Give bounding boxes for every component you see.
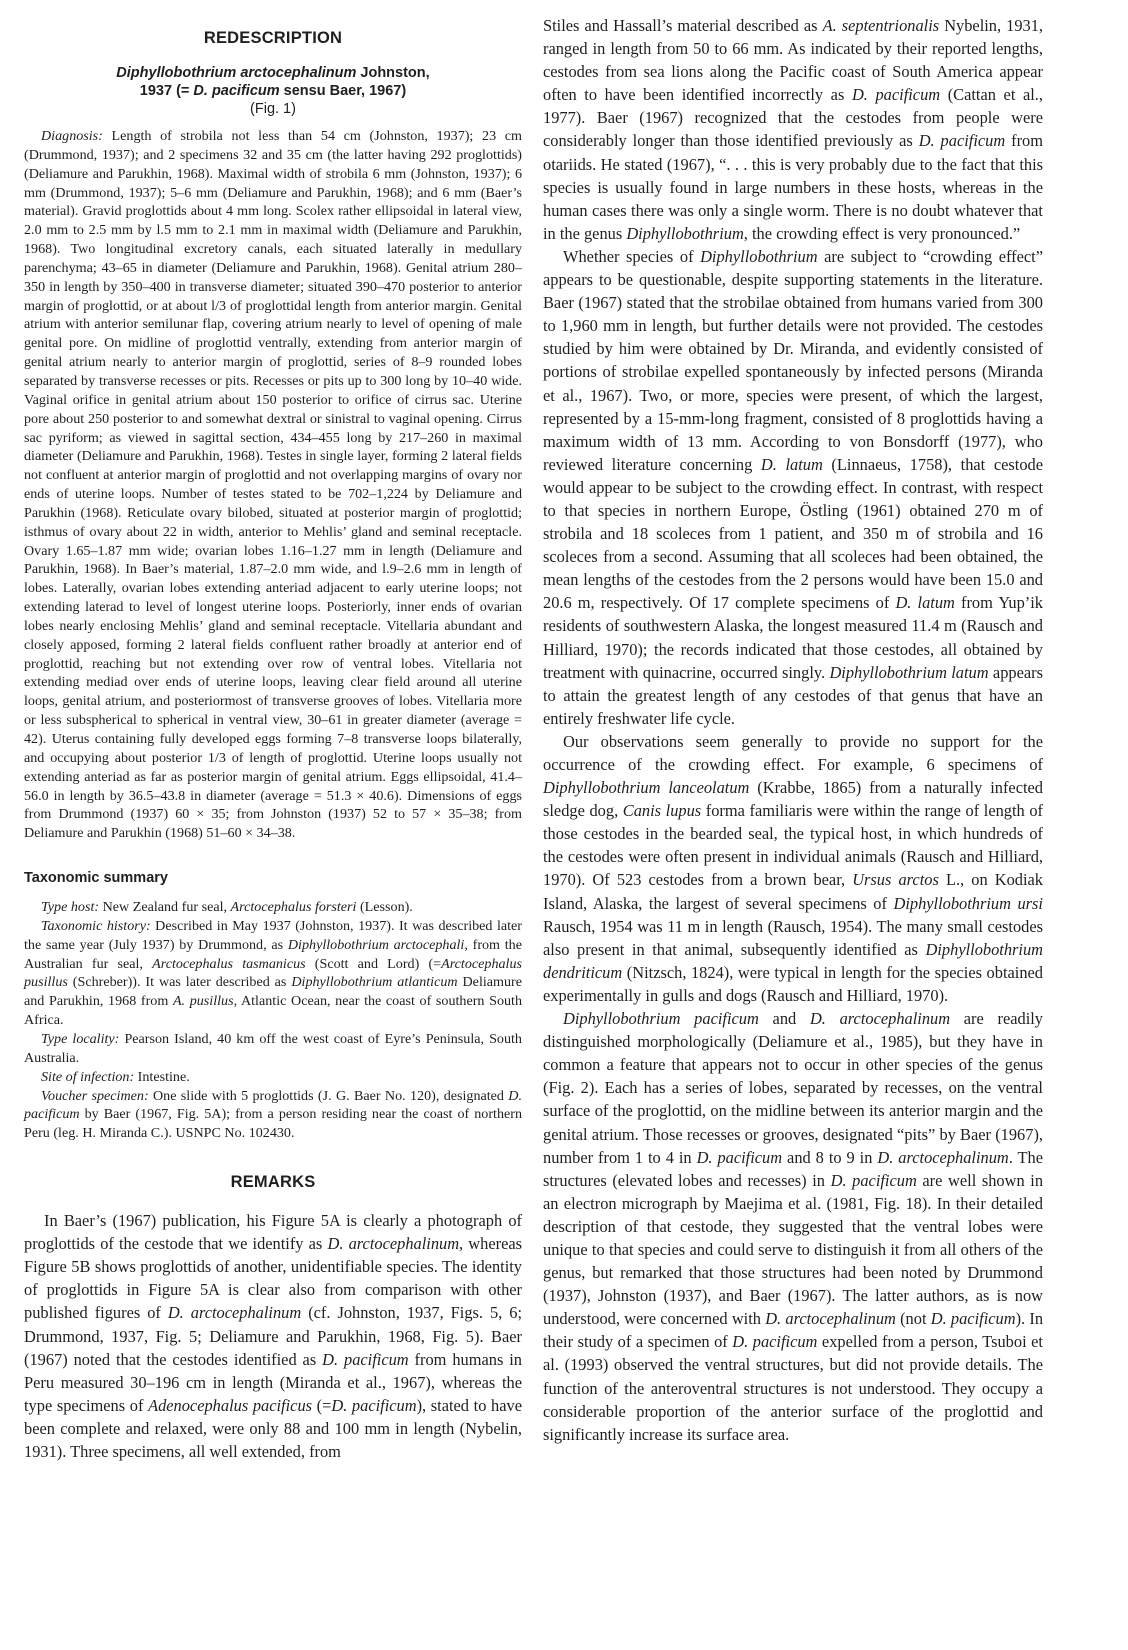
- species-name: Adenocephalus pacificus: [148, 1395, 313, 1415]
- species-name: D. pacificum: [918, 131, 1006, 151]
- species-name: D. arctocephalinum: [877, 1147, 1009, 1167]
- text: (Schreber)). It was later described as: [67, 974, 292, 991]
- synonym-name: D. pacificum: [193, 83, 280, 99]
- species-name: D. arctocephalinum: [327, 1234, 460, 1254]
- text: (Krabbe, 1865) from a naturally infected sledge dog,: [543, 778, 1043, 821]
- text: from humans in Peru measured 30–196 cm in length (Miranda et al., 1967), whereas the type specimens of: [24, 1349, 522, 1415]
- species-name: Diphyllobothrium ursi: [893, 893, 1043, 913]
- type-locality-label: Type locality:: [41, 1030, 120, 1047]
- text: Our observations seem generally to provide no support for the occurrence of the crowding effect. For example, 6 specimens of: [543, 731, 1043, 774]
- site-of-infection-label: Site of infection:: [41, 1068, 135, 1085]
- diagnosis-text: Length of strobila not less than 54 cm (Johnston, 1937); 23 cm (Drummond, 1937); and 2 specimens 32 and 35 cm (the latter having 292 proglottids) (Deliamure and Parukhin, 1968). Maximal width of strobila 6 mm (Johnston, 1937); 6 mm (Drummond, 1937); 5–6 mm (Deliamure and Parukhin, 1968); and 6 mm (Baer’s material). Gravid proglottids about 4 mm long. Scolex rather ellipsoidal in lateral view, 2.0 mm to 2.5 mm by l.5 mm to 2.1 mm in maximal width (Deliamure and Parukhin, 1968). Two longitudinal excretory canals, each situated laterally in medullary parenchyma; 43–65 in diameter (Deliamure and Parukhin, 1968). Genital atrium 280–350 in length by 350–400 in transverse diameter; situated 390–470 posterior to anterior margin of proglottid, or at about l/3 of proglottidal length from anterior margin. Genital atrium with anterior semilunar flap, covering atrium nearly to level of opening of male genital pore. On midline of proglottid ventrally, extending from anterior margin of genital atrium nearly to anterior margin of proglottid, series of 8–9 rounded lobes separated by transverse recesses or pits. Recesses or pits up to 300 long by 10–40 wide. Vaginal orifice in genital atrium about 150 posterior to orifice of cirrus sac. Uterine pore about 250 posterior to and somewhat dextral or sinistral to vaginal opening. Cirrus sac pyriform; as viewed in sagittal section, 434–455 long by 217–260 in maximal diameter (Deliamure and Parukhin, 1968). Testes in single layer, forming 2 lateral fields not confluent at anterior margin of proglottid and not overlapping margins of ovary nor ends of uterine loops. Number of testes stated to be 702–1,224 by Deliamure and Parukhin (1968). Reticulate ovary bilobed, situated at posterior margin of proglottid; isthmus of ovary about 22 in width, anterior to Mehlis’ gland and seminal receptacle. Ovary 1.65–1.87 mm wide; ovarian lobes 1.16–1.27 mm in length (Deliamure and Parukhin, 1968). In Baer’s material, 1.87–2.0 mm wide, and l.9–2.6 mm in length of lobes. Laterally, ovarian lobes extending anteriad adjacent to early uterine loops; not extending laterad to level of longest uterine loops. Posteriorly, inner ends of ovarian lobes nearly enclosing Mehlis’ gland and seminal receptacle. Vitellaria abundant and closely apposed, forming 2 lateral fields confluent rather broadly at anterior end of proglottid, reaching but not extending over row of ventral lobes. Vitellaria not extending mediad over ends of uterine loops, leaving clear field around all uterine loops, genital atrium, and posteriormost of transverse grooves of lobes. Vitellaria more or less subspherical to spherical in ventral view, 30–61 in greater diameter (average = 42). Uterus containing fully developed eggs forming 7–8 transverse loops bilaterally, and occupying about posterior 1/3 of length of proglottid. Uterine loops usually not extending anteriad as far as posterior margin of genital atrium. Eggs ellipsoidal, 41.4–56.0 in length by 36.5–43.8 in diameter (average = 51.3 × 40.6). Dimensions of eggs from Drummond (1937) 60 × 35; from Johnston (1937) 52 to 57 × 35–38; from Deliamure and Parukhin (1968) 51–60 × 34–38.: [24, 128, 522, 842]
- species-name: Arctocephalus tasmanicus: [152, 955, 306, 972]
- text: , whereas Figure 5B shows proglottids of another, unidentifiable species. The identity of proglottids in Figure 5A is clear also from comparison with other published figures of: [24, 1234, 523, 1323]
- species-name: Arctocephalus pusillus: [24, 955, 522, 991]
- text: , Atlantic Ocean, near the coast of southern South Africa.: [24, 993, 522, 1029]
- text: (not: [895, 1309, 931, 1329]
- text: (Nitzsch, 1824), were typical in length for the species obtained experimentally in gulls and dogs (Rausch and Hilliard, 1970).: [543, 962, 1043, 1005]
- text: (Linnaeus, 1758), that cestode would appear to be subject to the crowding effect. In contrast, with respect to that species in northern Europe, Östling (1961) obtained 270 m of strobila and 18 scoleces from 1 patient, and 350 m of strobila and 16 scoleces from a second. Assuming that all scoleces had been obtained, the mean lengths of the cestodes from the 2 persons would have been 15.0 and 20.6 m, respectively. Of 17 complete specimens of: [543, 454, 1044, 613]
- text: are readily distinguished morphologically (Deliamure et al., 1985), but they have in common a feature that appears not to occur in other species of the genus (Fig. 2). Each has a series of lobes, separated by recesses, on the ventral surface of the proglottid, on the midline between its anterior margin and the genital atrium. Those recesses or grooves, designated “pits” by Baer (1967), number from 1 to 4 in: [543, 1009, 1044, 1167]
- text: are subject to “crowding effect” appears to be questionable, despite supporting statements in the literature. Baer (1967) stated that the strobilae obtained from humans varied from 300 to 1,960 mm in length, but further details were not provided. The cestodes studied by him were obtained by Dr. Miranda, and evidently consisted of portions of strobilae expelled spontaneously by infected persons (Miranda et al., 1967). Two, or more, species were present, of which the largest, represented by a 15-mm-long fragment, consisted of 8 proglottids having a maximum width of 13 mm. According to von Bonsdorff (1977), who reviewed literature concerning: [543, 246, 1043, 474]
- species-title-block: [24, 64, 522, 118]
- text: Described in May 1937 (Johnston, 1937). It was described later the same year (July 1937) by Drummond, as: [24, 917, 522, 953]
- text: Pearson Island, 40 km off the west coast of Eyre’s Peninsula, South Australia.: [24, 1030, 522, 1066]
- species-name: D. arctocephalinum: [809, 1009, 951, 1029]
- species-name: D. pacificum: [830, 1170, 917, 1190]
- species-name: D. pacificum: [851, 85, 941, 105]
- species-name: D. pacificum: [24, 1087, 522, 1123]
- diagnosis-label: Diagnosis:: [41, 128, 103, 144]
- species-name: A. septentrionalis: [822, 16, 940, 35]
- text: , from the Australian fur seal,: [24, 936, 522, 972]
- species-author: Johnston,: [356, 65, 430, 81]
- text: from Yup’ik residents of southwestern Alaska, the longest measured 11.4 m (Rausch and Hilliard, 1970); the records indicated that those cestodes, all obtained by treatment with quinacrine, occurred singly.: [543, 593, 1043, 682]
- species-name: D. pacificum: [322, 1349, 409, 1369]
- genus-name: Diphyllobothrium: [700, 246, 818, 266]
- text: In Baer’s (1967) publication, his Figure 5A is clearly a photograph of proglottids of the cestode that we identify as: [24, 1211, 522, 1254]
- type-host-paragraph: [24, 898, 522, 917]
- text: . The structures (elevated lobes and recesses) in: [543, 1147, 1043, 1190]
- text: New Zealand fur seal,: [99, 899, 231, 916]
- species-title-line-1: [24, 64, 522, 82]
- species-name: Diphyllobothrium lanceolatum: [543, 778, 750, 798]
- text: (Cattan et al., 1977). Baer (1967) recognized that the cestodes from people were considerably longer than those identified previously as: [543, 85, 1043, 151]
- text: Rausch, 1954 was 11 m in length (Rausch, 1954). The many small cestodes also present in that animal, subsequently identified as: [543, 916, 1043, 959]
- text: Intestine.: [134, 1068, 190, 1085]
- text: (=: [312, 1395, 332, 1415]
- species-name: Diphyllobothrium dendriticum: [543, 939, 1043, 982]
- text: (Lesson).: [356, 899, 413, 916]
- remarks-heading: REMARKS: [230, 1173, 316, 1192]
- species-name: Diphyllobothrium arctocephali: [287, 936, 465, 953]
- voucher-specimen-paragraph: [24, 1087, 522, 1144]
- type-host-label: Type host:: [41, 899, 100, 916]
- species-name: D. arctocephalinum: [167, 1303, 302, 1323]
- synonym-suffix: sensu Baer, 1967): [279, 83, 407, 99]
- site-of-infection-paragraph: [24, 1068, 522, 1087]
- taxonomic-summary-body: [24, 898, 522, 1143]
- species-name: D. latum: [895, 593, 955, 613]
- species-name: Diphyllobothrium atlanticum: [291, 974, 458, 991]
- species-name: Canis lupus: [622, 801, 702, 821]
- text: and: [758, 1009, 810, 1029]
- species-name: D. latum: [760, 454, 823, 474]
- text: by Baer (1967, Fig. 5A); from a person residing near the coast of northern Peru (leg. H. Miranda C.). USNPC No. 102430.: [24, 1106, 522, 1142]
- type-locality-paragraph: [24, 1030, 522, 1068]
- genus-name: Diphyllobothrium: [626, 223, 744, 243]
- text: One slide with 5 proglottids (J. G. Baer No. 120), designated: [148, 1087, 509, 1104]
- species-name: Diphyllobothrium arctocephalinum: [116, 65, 357, 81]
- text: Whether species of: [563, 246, 701, 266]
- remarks-paragraph-4: [543, 1007, 1043, 1446]
- text: are well shown in an electron micrograph by Maejima et al. (1981, Fig. 18). In their detailed description of that cestode, they suggested that the ventral lobes were unique to that species and could serve to distinguish it from all others of the genus, but remarked that those structures had been noted by Drummond (1937), Johnston (1937), and Baer (1967). The latter authors, as is now understood, were concerned with: [543, 1170, 1044, 1329]
- remarks-paragraph-1-continued: [543, 14, 1043, 245]
- synonym-prefix: 1937 (=: [139, 83, 194, 99]
- left-column: [24, 0, 522, 1463]
- right-column: [543, 14, 1043, 1446]
- remarks-paragraph-2: [543, 245, 1043, 730]
- voucher-specimen-label: Voucher specimen:: [41, 1087, 149, 1104]
- remarks-paragraph-1: [24, 1209, 522, 1463]
- text: ), stated to have been complete and relaxed, were only 88 and 100 mm in length (Nybelin, 1931). Three specimens, all well extended, from: [24, 1395, 522, 1461]
- diagnosis-paragraph: [24, 127, 522, 843]
- text: (Scott and Lord) (=: [305, 955, 442, 972]
- species-name: Ursus arctos: [852, 870, 939, 890]
- species-name: Arctocephalus forsteri: [230, 899, 357, 916]
- species-name: D. pacificum: [930, 1309, 1016, 1329]
- text: Stiles and Hassall’s material described as: [543, 16, 823, 35]
- text: ). In their study of a specimen of: [543, 1309, 1044, 1352]
- taxonomic-history-paragraph: [24, 917, 522, 1030]
- species-name: A. pusillus: [172, 993, 234, 1010]
- text: from otariids. He stated (1967), “. . . this is very probably due to the fact that this species is usually found in large numbers in these hosts, whereas in the human cases there was only a single worm. There is no doubt whatever that in the genus: [543, 131, 1044, 243]
- text: L., on Kodiak Island, Alaska, the largest of several specimens of: [543, 870, 1043, 913]
- species-name: D. pacificum: [696, 1147, 783, 1167]
- text: , the crowding effect is very pronounced.”: [743, 223, 1021, 243]
- species-name: Diphyllobothrium latum: [829, 662, 989, 682]
- text: appears to attain the greatest length of any cestodes of that genus that have an entirely freshwater life cycle.: [543, 662, 1043, 728]
- text: and 8 to 9 in: [782, 1147, 878, 1167]
- figure-reference: (Fig. 1): [250, 101, 296, 117]
- text: Nybelin, 1931, ranged in length from 50 to 66 mm. As indicated by their reported lengths, cestodes from sea lions along the Pacific coast of South America appear often to have been identified incorrectly as: [543, 16, 1044, 105]
- species-name: D. pacificum: [732, 1332, 818, 1352]
- species-name: D. arctocephalinum: [765, 1309, 896, 1329]
- text: expelled from a person, Tsuboi et al. (1993) observed the ventral structures, but did not provide details. The function of the anteroventral structures is not understood. They occupy a considerable proportion of the anterior surface of the proglottid and significantly increase its surface area.: [543, 1332, 1043, 1444]
- taxonomic-history-label: Taxonomic history:: [41, 917, 151, 934]
- text: Deliamure and Parukhin, 1968 from: [24, 974, 522, 1010]
- species-title-line-2: [24, 82, 522, 100]
- text: (cf. Johnston, 1937, Figs. 5, 6; Drummond, 1937, Fig. 5; Deliamure and Parukhin, 1968, Fig. 5). Baer (1967) noted that the cestodes identified as: [24, 1303, 523, 1369]
- species-name: Diphyllobothrium pacificum: [563, 1009, 759, 1029]
- taxonomic-summary-heading: Taxonomic summary: [24, 870, 168, 887]
- remarks-paragraph-3: [543, 730, 1043, 1007]
- text: forma familiaris were within the range of length of those cestodes in the bearded seal, the typical host, in which hundreds of the cestodes were often present in individual animals (Rausch and Hilliard, 1970). Of 523 cestodes from a brown bear,: [543, 801, 1043, 890]
- redescription-heading: REDESCRIPTION: [203, 29, 343, 47]
- species-name: D. pacificum: [331, 1395, 417, 1415]
